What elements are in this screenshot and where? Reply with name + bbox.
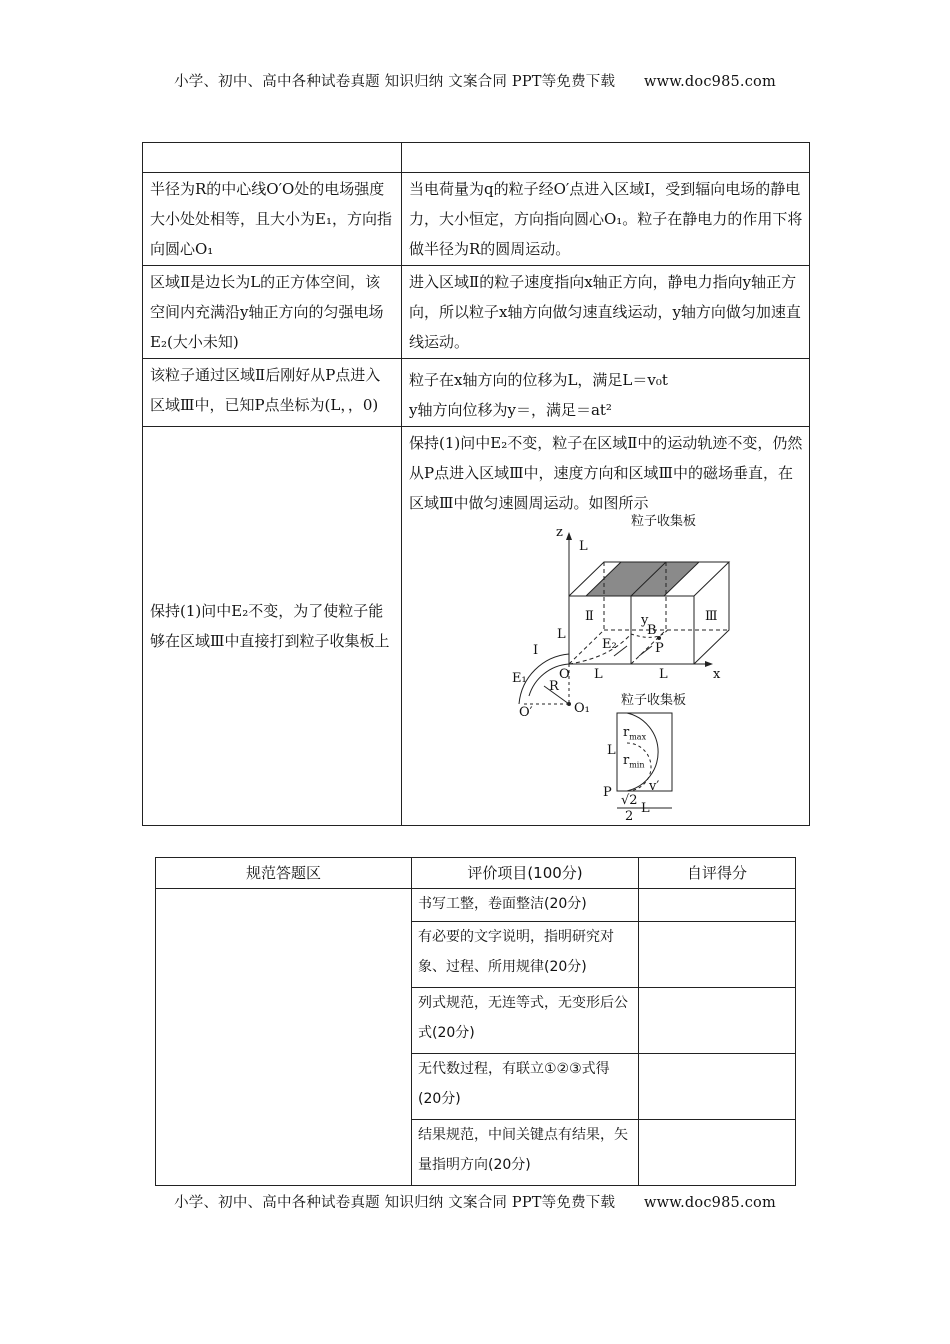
fraction-numerator: √2 — [621, 793, 638, 808]
side-length-label: L — [607, 743, 616, 758]
eval-item: 书写工整，卷面整洁(20分) — [412, 889, 639, 922]
eval-item: 有必要的文字说明，指明研究对象、过程、所用规律(20分) — [412, 922, 639, 988]
region-ii-label: Ⅱ — [585, 609, 594, 624]
center-o1-label: O₁ — [574, 701, 590, 716]
r-max-label: $r_{max}$ — [623, 725, 647, 742]
page-header — [0, 70, 950, 91]
axis-y-label: y — [641, 613, 649, 628]
eval-item: 结果规范，中间关键点有结果，矢量指明方向(20分) — [412, 1120, 639, 1186]
e1-label: E₁ — [512, 671, 527, 686]
header-eval-items: 评价项目(100分) — [412, 858, 639, 889]
fraction-l-label: L — [641, 801, 650, 816]
table-header-row — [156, 858, 796, 889]
header-text: 小学、初中、高中各种试卷真题 知识归纳 文案合同 PPT等免费下载 — [174, 74, 616, 90]
analysis-cell: 进入区域Ⅱ的粒子速度指向x轴正方向，静电力指向y轴正方向，所以粒子x轴方向做匀速直线运动，y轴方向做匀加速直线运动。 — [402, 266, 810, 359]
particle-diagram — [409, 518, 804, 824]
analysis-cell: 当电荷量为q的粒子经O′点进入区域Ⅰ，受到辐向电场的静电力，大小恒定，方向指向圆心O₁。粒子在静电力的作用下将做半径为R的圆周运动。 — [402, 173, 810, 266]
page-footer — [0, 1191, 950, 1212]
length-label: L — [579, 539, 588, 554]
analysis-text: 保持(1)问中E₂不变，粒子在区域Ⅱ中的运动轨迹不变，仍然从P点进入区域Ⅲ中，速度方向和区域Ⅲ中的磁场垂直，在区域Ⅲ中做匀速圆周运动。如图所示 — [409, 434, 803, 512]
condition-cell: 保持(1)问中E₂不变，为了使粒子能够在区域Ⅲ中直接打到粒子收集板上 — [143, 427, 402, 826]
cell-left — [143, 143, 402, 173]
condition-cell: 该粒子通过区域Ⅱ后刚好从P点进入区域Ⅲ中，已知P点坐标为(L，，0) — [143, 359, 402, 427]
region-i-label: Ⅰ — [533, 643, 539, 658]
footer-site: www.doc985.com — [643, 1195, 776, 1211]
analysis-line: 粒子在x轴方向的位移为L，满足L＝v₀t — [409, 371, 668, 389]
origin-label: O — [559, 667, 570, 682]
analysis-cell — [402, 427, 810, 826]
cell-right — [402, 143, 810, 173]
table-row — [143, 359, 810, 427]
velocity-label: v′ — [649, 779, 660, 794]
header-site: www.doc985.com — [643, 74, 776, 90]
r-min-label: $r_{min}$ — [623, 753, 645, 770]
radius-label: R — [549, 679, 559, 694]
score-cell[interactable] — [639, 1054, 796, 1120]
eval-item: 无代数过程，有联立①②③式得(20分) — [412, 1054, 639, 1120]
length-label: L — [594, 667, 603, 682]
e2-label: E₂ — [602, 637, 617, 652]
table-row — [156, 889, 796, 922]
condition-cell: 半径为R的中心线O′O处的电场强度大小处处相等，且大小为E₁，方向指向圆心O₁ — [143, 173, 402, 266]
analysis-line: y轴方向位移为y＝，满足＝at² — [409, 401, 612, 419]
score-cell[interactable] — [639, 889, 796, 922]
footer-text: 小学、初中、高中各种试卷真题 知识归纳 文案合同 PPT等免费下载 — [174, 1195, 616, 1211]
header-answer-area: 规范答题区 — [156, 858, 412, 889]
b-field-label: B — [647, 623, 657, 638]
evaluation-table — [155, 857, 796, 1186]
table-row — [143, 266, 810, 359]
table-row — [143, 173, 810, 266]
analysis-cell — [402, 359, 810, 427]
analysis-table — [142, 142, 810, 826]
region-iii-label: Ⅲ — [705, 609, 718, 624]
collection-board-title: 粒子收集板 — [631, 514, 697, 529]
board-point-p-label: P — [603, 785, 612, 800]
collection-board-title-2: 粒子收集板 — [621, 693, 687, 708]
score-cell[interactable] — [639, 988, 796, 1054]
axis-x-label: x — [713, 667, 721, 682]
length-label: L — [659, 667, 668, 682]
point-p-label: P — [655, 641, 664, 656]
fraction-denominator: 2 — [625, 809, 634, 824]
table-row — [143, 143, 810, 173]
length-label: L — [557, 627, 566, 642]
axis-z-label: z — [556, 525, 563, 540]
answer-area[interactable] — [156, 889, 412, 1186]
figure-area — [409, 514, 803, 824]
score-cell[interactable] — [639, 1120, 796, 1186]
score-cell[interactable] — [639, 922, 796, 988]
o-prime-label: O′ — [519, 705, 533, 720]
header-self-score: 自评得分 — [639, 858, 796, 889]
table-row — [143, 427, 810, 826]
condition-cell: 区域Ⅱ是边长为L的正方体空间，该空间内充满沿y轴正方向的匀强电场E₂(大小未知) — [143, 266, 402, 359]
eval-item: 列式规范，无连等式，无变形后公式(20分) — [412, 988, 639, 1054]
